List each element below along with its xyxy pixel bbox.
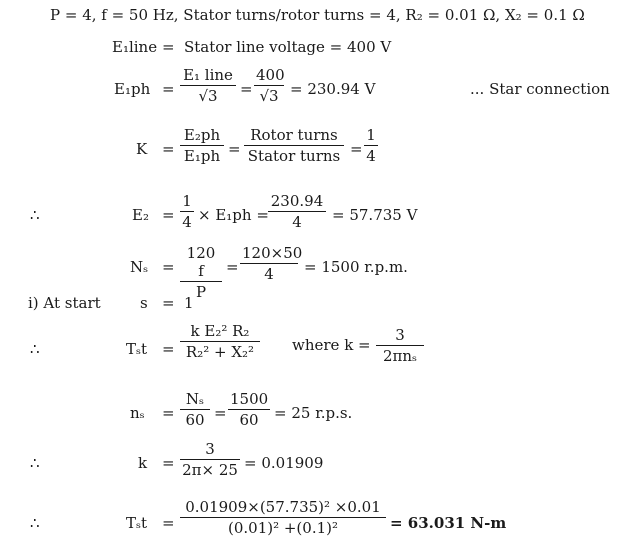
- e1line-value: Stator line voltage = 400 V: [184, 38, 392, 56]
- therefore-symbol: ∴: [30, 340, 40, 358]
- equals-sign: =: [162, 206, 175, 224]
- fraction: $\frac{\text{E₂ph}}{\text{E₁ph}}$: [180, 126, 224, 165]
- equals-sign: =: [214, 404, 227, 422]
- fraction: $\frac{3}{2\pi\times 25}$: [180, 440, 240, 479]
- equals-sign: =: [162, 258, 175, 276]
- e1ph-result: = 230.94 V: [290, 80, 376, 98]
- fraction: $\frac{400}{√3}$: [256, 66, 285, 105]
- equals-sign: =: [240, 80, 253, 98]
- fraction: $\frac{1}{4}$: [364, 126, 378, 165]
- times-e1ph: × E₁ph =: [198, 206, 269, 224]
- equals-sign: =: [162, 514, 175, 532]
- e2-label: E₂: [132, 206, 149, 224]
- equals-sign: =: [162, 140, 175, 158]
- star-connection-note: ... Star connection: [470, 80, 610, 98]
- e2-result: = 57.735 V: [332, 206, 418, 224]
- ns-label: Nₛ: [130, 258, 149, 276]
- equals-sign: =: [162, 340, 175, 358]
- equals-sign: =: [162, 404, 175, 422]
- fraction: $\frac{\text{k E₂² R₂}}{\text{R₂² + X₂²}}$: [180, 322, 260, 361]
- fraction: Rotor turns Stator turns: [244, 126, 344, 165]
- given-data: P = 4, f = 50 Hz, Stator turns/rotor turns = 4, R₂ = 0.01 Ω, X₂ = 0.1 Ω: [50, 6, 585, 24]
- therefore-symbol: ∴: [30, 454, 40, 472]
- fraction: $\frac{120 f}{P}$: [180, 244, 222, 301]
- equals-sign: =: [162, 294, 175, 312]
- ns-rps-result: = 25 r.p.s.: [274, 404, 353, 422]
- k-label: K: [136, 140, 148, 158]
- tst-final-label: Tₛt: [126, 514, 148, 532]
- fraction: $\frac{\text{0.01909×(57.735)² ×0.01}}{\text{(0.01)² +(0.1)²}}$: [180, 498, 386, 537]
- therefore-symbol: ∴: [30, 206, 40, 224]
- fraction: 3 2πnₛ: [376, 326, 424, 365]
- fraction: $\frac{\text{Nₛ}}{60}$: [180, 390, 210, 429]
- where-k-text: where k =: [292, 336, 371, 354]
- fraction: $\frac{1500}{60}$: [230, 390, 269, 429]
- tst-label: Tₛt: [126, 340, 148, 358]
- e1line-label: E₁line: [112, 38, 158, 56]
- equals-sign: =: [226, 258, 239, 276]
- equals-sign: =: [162, 80, 175, 98]
- fraction: E₁ line √3: [180, 66, 236, 105]
- k-value-label: k: [138, 454, 148, 472]
- equals-sign: =: [228, 140, 241, 158]
- k-value-result: = 0.01909: [244, 454, 324, 472]
- fraction: $\frac{230.94}{4}$: [268, 192, 326, 231]
- equals-sign: =: [162, 38, 175, 56]
- slip-label: s: [140, 294, 148, 312]
- tst-final-result: = 63.031 N-m: [390, 514, 507, 532]
- fraction: $\frac{1}{4}$: [180, 192, 194, 231]
- therefore-symbol: ∴: [30, 514, 40, 532]
- equals-sign: =: [350, 140, 363, 158]
- e1ph-label: E₁ph: [114, 80, 151, 98]
- ns-result: = 1500 r.p.m.: [304, 258, 408, 276]
- at-start-label: i) At start: [28, 294, 101, 312]
- equals-sign: =: [162, 454, 175, 472]
- slip-value: 1: [184, 294, 194, 312]
- fraction: $\frac{120\times 50}{4}$: [242, 244, 303, 283]
- ns-rps-label: nₛ: [130, 404, 145, 422]
